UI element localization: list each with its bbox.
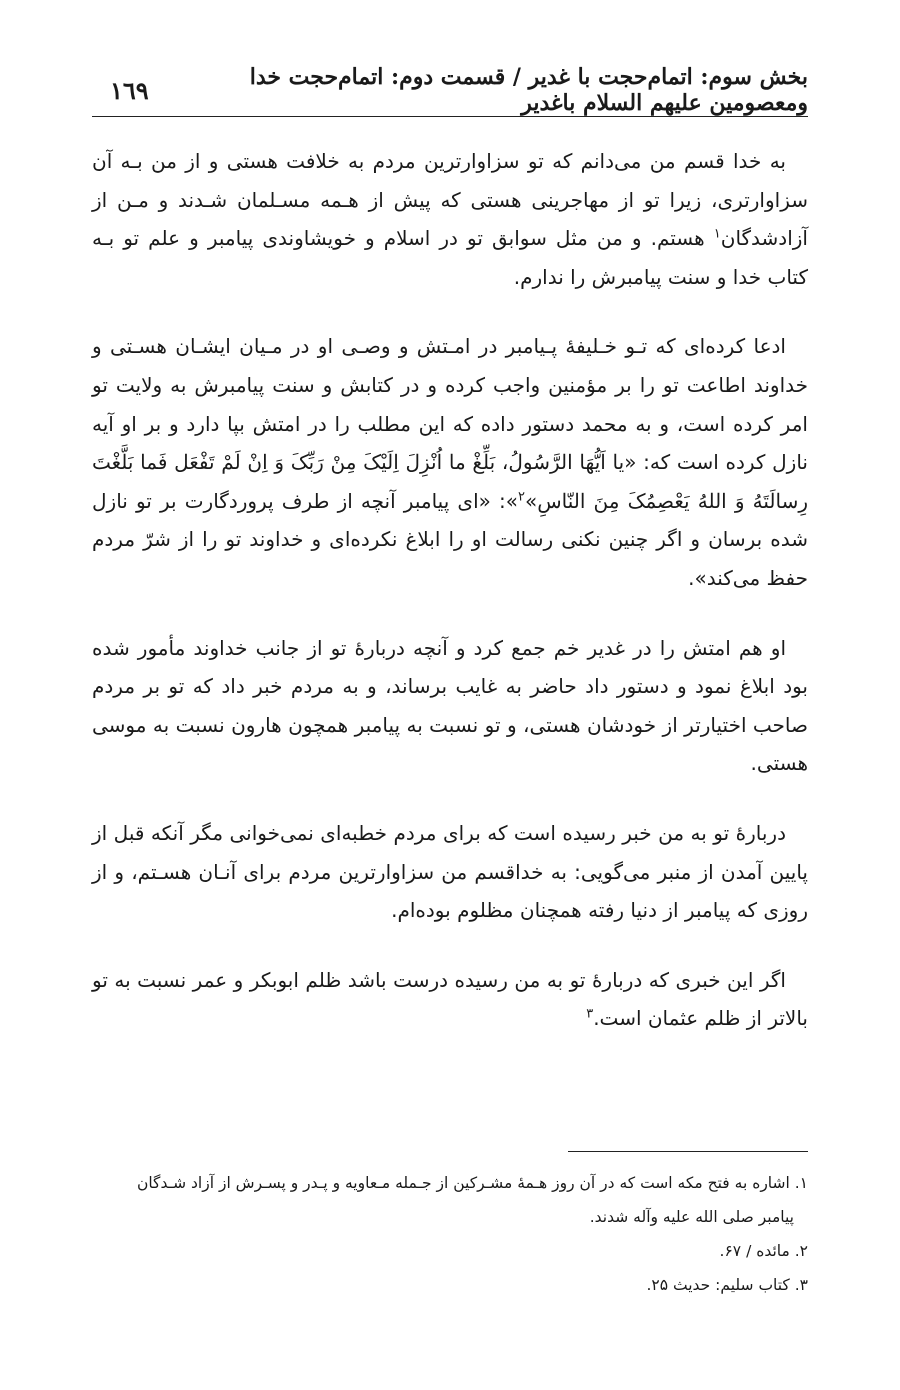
page-number: ١٦٩ <box>110 75 149 105</box>
paragraph-1 <box>92 142 808 296</box>
paragraph-text: هستم. و من مثل سوابق تو در اسلام و خویشاوندی پیامبر و علم تو بـه کتاب خدا و سنت پیامبرش را ندارم. <box>92 226 808 289</box>
footnote-text: پیامبر صلی الله علیه وآله شدند. <box>589 1208 794 1226</box>
footnote-1 <box>92 1166 808 1234</box>
book-page <box>92 0 808 1390</box>
quote-close: » <box>524 488 538 513</box>
footnote-text: ٢. مائده / ۶٧. <box>719 1242 808 1260</box>
paragraph-3 <box>92 629 808 783</box>
footnotes <box>92 1166 808 1302</box>
footnote-ref-2[interactable]: ٢ <box>517 489 525 505</box>
paragraph-text: اگر این خبری که دربارهٔ تو به من رسیده درست باشد ظلم ابوبکر و عمر نسبت به تو بالاتر از ظلم عثمان است. <box>92 967 808 1031</box>
quran-verse: یا اَیُّهَا الرَّسُولُ، بَلِّغْ ما اُنْزِلَ اِلَیْکَ مِنْ رَبِّکَ وَ اِنْ لَمْ تَفْعَل فَما بَلَّغْتَ رِسالَتَهُ وَ اللهُ یَعْصِمُکَ مِنَ النّاسِ <box>92 450 808 513</box>
main-text <box>92 142 808 1069</box>
running-header <box>92 64 808 116</box>
footnote-ref-1[interactable]: ١ <box>713 226 721 242</box>
header-divider <box>92 116 808 117</box>
footnote-divider <box>568 1151 808 1152</box>
paragraph-2 <box>92 327 808 597</box>
footnote-text: ٣. کتاب سلیم: حدیث ٢۵. <box>646 1276 808 1294</box>
paragraph-text: او هم امتش را در غدیر خم جمع کرد و آنچه دربارهٔ تو از جانب خداوند مأمور شده بود ابلاغ نمود و دستور داد حاضر به غایب برساند، و به مردم خبر داد که تو بر مردم صاحب اختیارتر از خودشان هستی، و تو نسبت به پیامبر همچون هارون نسبت به موسی هستی. <box>92 635 808 776</box>
paragraph-4 <box>92 814 808 930</box>
footnote-3 <box>92 1268 808 1302</box>
running-title: بخش سوم: اتمام‌حجت با غدیر / قسمت دوم: اتمام‌حجت خدا ومعصومین علیهم السلام باغدیر <box>249 64 808 116</box>
footnote-2 <box>92 1234 808 1268</box>
paragraph-5 <box>92 961 808 1038</box>
footnote-ref-3[interactable]: ٣ <box>586 1006 594 1022</box>
paragraph-text: به خدا قسم من می‌دانم که تو سزاوارترین مردم به خلافت هستی و از من بـه آن سزاوارتری، زیرا تو از مهاجرینی هستی که پیش از هـمه مسـلمان شـدند و مـن از آزادشدگان <box>92 149 808 251</box>
paragraph-text: »: «ای پیامبر آنچه از طرف پروردگارت بر تو نازل شده برسان و اگر چنین نکنی رسالت او را ابلاغ نکرده‌ای و خداوند تو را از شرّ مردم حفظ می‌کند». <box>92 488 808 590</box>
paragraph-text: دربارهٔ تو به من خبر رسیده است که برای مردم خطبه‌ای نمی‌خوانی مگر آنکه قبل از پایین آمدن از منبر می‌گویی: به خداقسم من سزاوارترین مردم برای آنـان هسـتم، و از روزی که پیامبر از دنیا رفته همچنان مظلوم بوده‌ام. <box>92 820 808 923</box>
footnote-text: ١. اشاره به فتح مکه است که در آن روز هـمهٔ مشـرکین از جـمله مـعاویه و پـدر و پسـرش از آزاد شـدگان <box>136 1174 808 1192</box>
paragraph-text: ادعا کرده‌ای که تـو خـلیفهٔ پـیامبر در امـتش و وصـی او در مـیان ایشـان هسـتی و خداوند اطاعت تو را بر مؤمنین واجب کرده و در کتابش و سنت پیامبرش به ولایت تو امر کرده است، و به محمد دستور داده که این مطلب را در امتش بپا دارد و بر او آیه نازل کرده است که: « <box>92 334 808 475</box>
